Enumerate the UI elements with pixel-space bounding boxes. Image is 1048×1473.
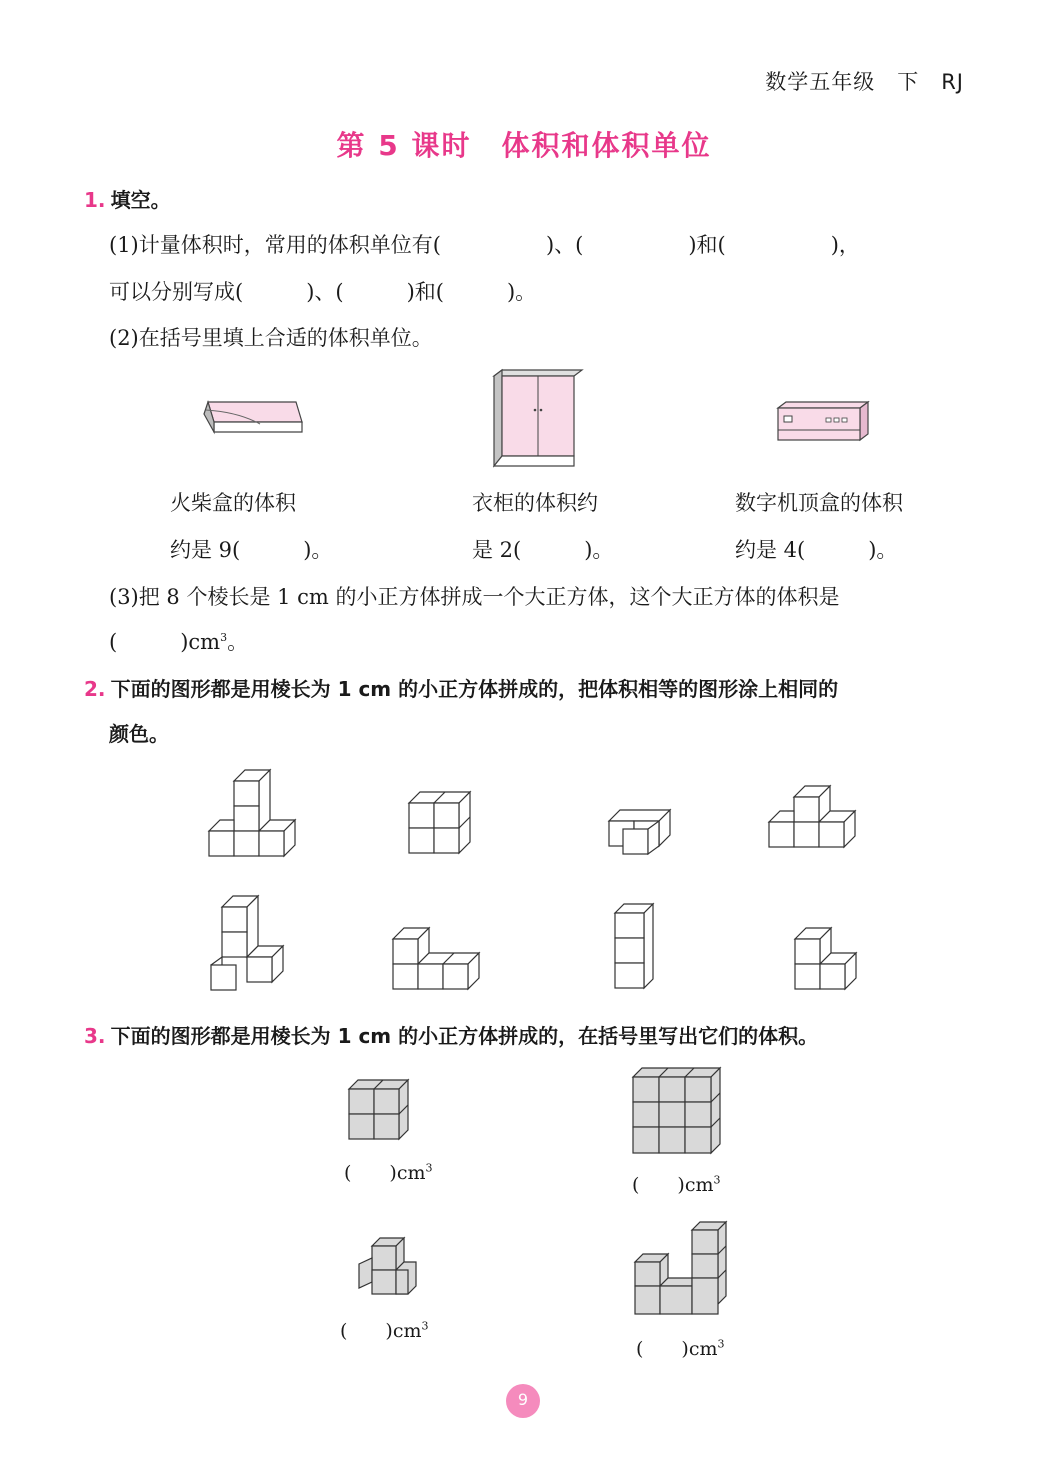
q2-figure-7	[614, 904, 658, 992]
q3-answer-3: ( )$cm^3$	[340, 1319, 429, 1342]
q2-figure-8	[794, 928, 862, 992]
q1-part2: (2)在括号里填上合适的体积单位。	[109, 326, 433, 350]
matchbox-caption-line2: 约是 9( )。	[170, 538, 333, 562]
q2-figure-4	[768, 786, 860, 850]
settop-caption-line2: 约是 4( )。	[735, 538, 898, 562]
q3-text: 下面的图形都是用棱长为 1 cm 的小正方体拼成的，在括号里写出它们的体积。	[110, 1024, 819, 1048]
q1-text: 填空。	[110, 188, 171, 212]
q2-heading	[84, 673, 838, 702]
header-subject: 数学五年级 下 RJ	[765, 70, 964, 94]
q2-figure-5	[210, 896, 290, 992]
q1-part3-line2: ( )$cm^3$。	[109, 630, 249, 654]
q3-number: 3.	[84, 1024, 106, 1048]
q2-figure-2	[408, 792, 474, 858]
q2-number: 2.	[84, 677, 106, 701]
q3-answer-4: ( )$cm^3$	[636, 1337, 725, 1360]
q3-heading	[84, 1020, 818, 1049]
q2-text-line1: 下面的图形都是用棱长为 1 cm 的小正方体拼成的，把体积相等的图形涂上相同的	[110, 677, 839, 701]
wardrobe-caption-line2: 是 2( )。	[472, 538, 614, 562]
page-number: 9	[517, 1390, 529, 1409]
q3-figure-2	[632, 1068, 724, 1156]
q1-part3-line1: (3)把 8 个棱长是 1 cm 的小正方体拼成一个大正方体，这个大正方体的体积是	[109, 585, 840, 609]
wardrobe-caption-line1: 衣柜的体积约	[472, 491, 598, 515]
q2-text-line2: 颜色。	[109, 722, 169, 746]
q3-answer-2: ( )$cm^3$	[632, 1173, 721, 1196]
matchbox-caption-line1: 火柴盒的体积	[170, 491, 296, 515]
settop-caption-line1: 数字机顶盒的体积	[735, 491, 903, 515]
q1-part1-line2: 可以分别写成( )、( )和( )。	[109, 280, 537, 304]
q1-number: 1.	[84, 188, 106, 212]
q1-heading	[84, 184, 171, 213]
q2-figure-6	[392, 928, 494, 992]
lesson-title: 第 5 课时 体积和体积单位	[336, 129, 712, 162]
q3-figure-3	[358, 1238, 420, 1302]
q2-figure-1	[208, 770, 300, 860]
q2-figure-3	[608, 810, 676, 856]
q3-figure-4	[634, 1222, 732, 1318]
matchbox-illustration	[198, 400, 306, 436]
settop-box-illustration	[776, 400, 872, 442]
q1-part1-line1: (1)计量体积时，常用的体积单位有( )、( )和( )，	[109, 233, 860, 257]
q3-answer-1: ( )$cm^3$	[344, 1161, 433, 1184]
wardrobe-illustration	[490, 370, 586, 470]
q3-figure-1	[348, 1080, 412, 1144]
